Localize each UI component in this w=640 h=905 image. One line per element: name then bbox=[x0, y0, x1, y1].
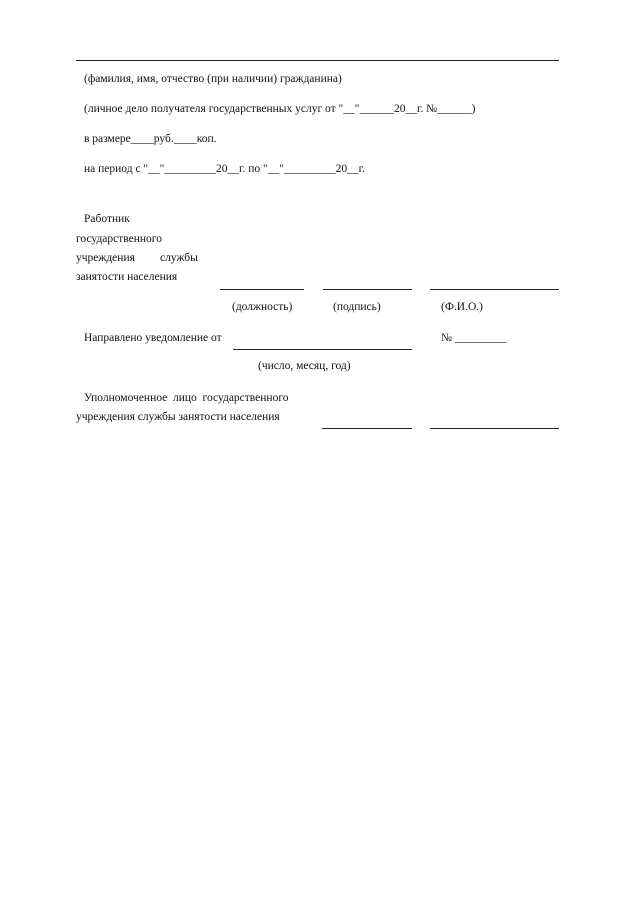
authorized-person-line1: Уполномоченное лицо государственного bbox=[84, 392, 289, 404]
employee-label-line3b: службы bbox=[160, 252, 198, 264]
authorized-name-line bbox=[430, 428, 559, 429]
notice-date-line bbox=[233, 349, 412, 350]
notice-sent-label: Направлено уведомление от bbox=[84, 332, 222, 344]
employee-label-line3a: учреждения bbox=[76, 252, 135, 264]
notice-number-label: № _________ bbox=[441, 332, 507, 344]
authorized-signature-line bbox=[322, 428, 412, 429]
personal-file-line: (личное дело получателя государственных услуг от "__"______20__г. №______) bbox=[84, 103, 476, 115]
period-line: на период с "__"_________20__г. по "__"_________20__г. bbox=[84, 163, 365, 175]
position-line bbox=[220, 289, 304, 290]
full-name-caption: (Ф.И.О.) bbox=[441, 301, 483, 313]
top-rule bbox=[76, 60, 559, 61]
employee-label-line2: государственного bbox=[76, 233, 162, 245]
position-caption: (должность) bbox=[232, 301, 293, 313]
authorized-person-line2: учреждения службы занятости населения bbox=[76, 411, 280, 423]
signature-line bbox=[323, 289, 412, 290]
employee-label-line4: занятости населения bbox=[76, 271, 178, 283]
date-caption: (число, месяц, год) bbox=[258, 360, 351, 372]
employee-label-line1: Работник bbox=[84, 213, 130, 225]
amount-line: в размере____руб.____коп. bbox=[84, 133, 217, 145]
signature-caption: (подпись) bbox=[333, 301, 381, 313]
full-name-line bbox=[430, 289, 559, 290]
citizen-name-caption: (фамилия, имя, отчество (при наличии) гражданина) bbox=[84, 73, 342, 85]
